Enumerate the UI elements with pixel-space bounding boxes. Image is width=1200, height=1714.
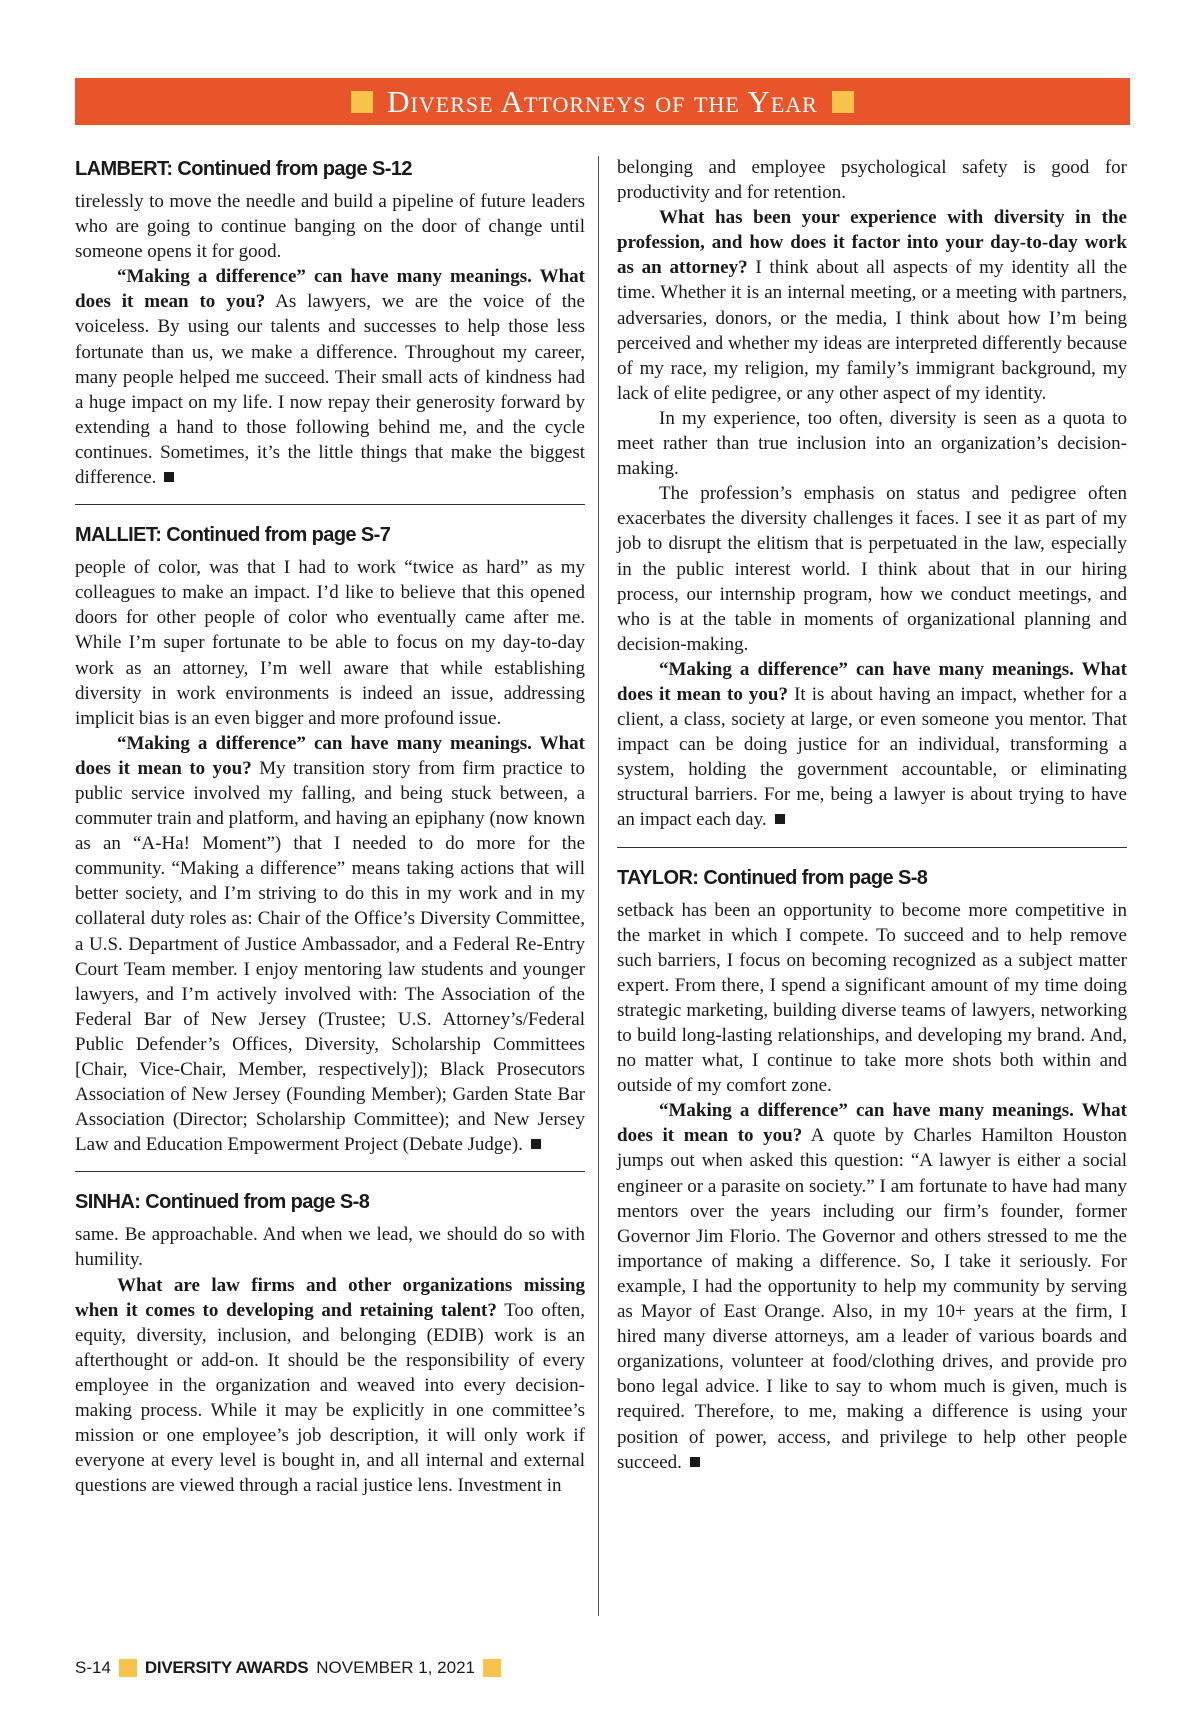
- question-text: “Making a difference” can have many meanings. What does it mean to you?: [617, 658, 1127, 705]
- paragraph: belonging and employee psychological safety is good for productivity and for retention.: [617, 157, 1127, 204]
- paragraph: [75, 1273, 585, 1499]
- answer-text: I think about all aspects of my identity all the time. Whether it is an internal meeting, or a meeting with partners, adversaries, donors, or the media, I think about how I’m being perceived and whether my ideas are interpreted differently because of my race, my religion, my family’s immigrant background, my lack of elite pedigree, or any other aspect of my identity.: [617, 257, 1127, 404]
- paragraph: same. Be approachable. And when we lead, we should do so with humility.: [75, 1224, 585, 1271]
- answer-text: Too often, equity, diversity, inclusion, and belonging (EDIB) work is an afterthought or add-on. It should be the responsibility of every employee in the organization and weaved into every decision-making process. While it may be explicitly in one committee’s mission or one employee’s job description, it will only work if everyone at every level is bought in, and all internal and external questions are viewed through a racial justice lens. Investment in: [75, 1299, 585, 1497]
- question-text: What are law firms and other organizations missing when it comes to developing and retaining talent?: [75, 1274, 585, 1321]
- paragraph: setback has been an opportunity to become more competitive in the market in which I compete. To succeed and to help remove such barriers, I focus on becoming recognized as a subject matter expert. From there, I spend a significant amount of my time doing strategic marketing, building diverse teams of lawyers, networking to build long-lasting relationships, and developing my brand. And, no matter what, I continue to take more shots both within and outside of my comfort zone.: [617, 899, 1127, 1097]
- end-mark-icon: [775, 814, 785, 824]
- sinha-continued-section: [617, 155, 1127, 833]
- answer-text: A quote by Charles Hamilton Houston jumps out when asked this question: “A lawyer is either a social engineer or a parasite on society.” I am fortunate to have had many mentors over the years including our firm’s founder, former Governor Jim Florio. The Governor and others stressed to me the importance of making a difference. So, I take it seriously. For example, I had the opportunity to help my community by serving as Mayor of East Orange. Also, in my 10+ years at the firm, I hired many diverse attorneys, am a leader of various boards and organizations, volunteer at food/clothing drives, and provide pro bono legal advice. I like to say to whom much is given, much is required. Therefore, to me, making a difference is using your position of power, access, and privilege to help other people succeed.: [617, 1125, 1127, 1473]
- square-bullet-icon: [483, 1659, 501, 1677]
- question-text: “Making a difference” can have many meanings. What does it mean to you?: [75, 266, 585, 313]
- end-mark-icon: [690, 1457, 700, 1467]
- taylor-section: [617, 866, 1127, 1475]
- section-heading: LAMBERT: Continued from page S-12: [75, 158, 412, 180]
- question-text: What has been your experience with diversity in the profession, and how does it factor into your day-to-day work as an attorney?: [617, 207, 1127, 279]
- paragraph: tirelessly to move the needle and build a pipeline of future leaders who are going to continue banging on the door of change until someone opens it for good.: [75, 191, 585, 263]
- square-bullet-icon: [351, 91, 373, 113]
- section-banner: [75, 78, 1130, 125]
- paragraph: [617, 205, 1127, 406]
- paragraph: In my experience, too often, diversity is seen as a quota to meet rather than true inclusion into an organization’s decision-making.: [617, 407, 1127, 480]
- end-mark-icon: [531, 1139, 541, 1149]
- question-text: “Making a difference” can have many meanings. What does it mean to you?: [75, 732, 585, 779]
- publication-name: DIVERSITY AWARDS: [144, 1658, 309, 1677]
- lambert-section: [75, 157, 585, 490]
- answer-text: It is about having an impact, whether for a client, a class, society at large, or even someone you mentor. That impact can be doing justice for an individual, transforming a system, holding the government accountable, or eliminating structural barriers. For me, being a lawyer is about trying to have an impact each day.: [617, 683, 1127, 831]
- answer-text: As lawyers, we are the voice of the voiceless. By using our talents and successes to help those less fortunate than us, we make a difference. Throughout my career, many people helped me succeed. Their small acts of kindness had a huge impact on my life. I now repay their generosity forward by extending a hand to those following behind me, and the cycle continues. Sometimes, it’s the little things that make the biggest difference.: [75, 291, 585, 489]
- paragraph: [75, 731, 585, 1158]
- column-divider: [598, 156, 599, 1616]
- paragraph: [617, 657, 1127, 833]
- section-heading: SINHA: Continued from page S-8: [75, 1191, 370, 1214]
- paragraph: The profession’s emphasis on status and pedigree often exacerbates the diversity challenges it faces. I see it as part of my job to disrupt the elitism that is perpetuated in the law, especially in the public interest world. I think about that in our hiring process, our internship program, how we conduct meetings, and who is at the table in moments of organizational planning and decision-making.: [617, 483, 1127, 655]
- sinha-section: [75, 1190, 585, 1498]
- malliet-section: [75, 523, 585, 1157]
- section-divider: [75, 504, 585, 505]
- answer-text: My transition story from firm practice to public service involved my falling, and being stuck between, a commuter train and platform, and having an epiphany (now known as an “A-Ha! Moment”) that I needed to do more for the community. “Making a difference” means taking actions that will better society, and I’m striving to do this in my work and in my collateral duty roles as: Chair of the Office’s Diversity Committee, a U.S. Department of Justice Ambassador, and a Federal Re-Entry Court Team member. I enjoy mentoring law students and younger lawyers, and I’m actively involved with: The Association of the Federal Bar of New Jersey (Trustee; U.S. Attorney’s/Federal Public Defender’s Offices, Diversity, Scholarship Committees [Chair, Vice-Chair, Member, respectively]); Black Prosecutors Association of New Jersey (Founding Member); Garden State Bar Association (Director; Scholarship Committee); and New Jersey Law and Education Empowerment Project (Debate Judge).: [75, 757, 585, 1156]
- section-heading: TAYLOR: Continued from page S-8: [617, 866, 928, 889]
- square-bullet-icon: [119, 1659, 137, 1677]
- right-column: [617, 155, 1127, 1489]
- paragraph: [75, 264, 585, 490]
- issue-date: NOVEMBER 1, 2021: [316, 1658, 476, 1677]
- left-column: [75, 155, 585, 1512]
- page-footer: [75, 1658, 501, 1678]
- section-divider: [75, 1171, 585, 1172]
- square-bullet-icon: [832, 91, 854, 113]
- paragraph: people of color, was that I had to work “twice as hard” as my colleagues to make an impact. I’d like to believe that this opened doors for other people of color who eventually came after me. While I’m super fortunate to be able to focus on my day-to-day work as an attorney, I’m well aware that while establishing diversity in work environments is indeed an issue, addressing implicit bias is an even bigger and more profound issue.: [75, 557, 585, 729]
- paragraph: [617, 1098, 1127, 1474]
- section-heading: MALLIET: Continued from page S-7: [75, 524, 391, 547]
- page-number: S-14: [75, 1658, 111, 1677]
- section-divider: [617, 847, 1127, 848]
- question-text: “Making a difference” can have many meanings. What does it mean to you?: [617, 1100, 1127, 1147]
- banner-title: Diverse Attorneys of the Year: [387, 84, 818, 119]
- end-mark-icon: [164, 472, 174, 482]
